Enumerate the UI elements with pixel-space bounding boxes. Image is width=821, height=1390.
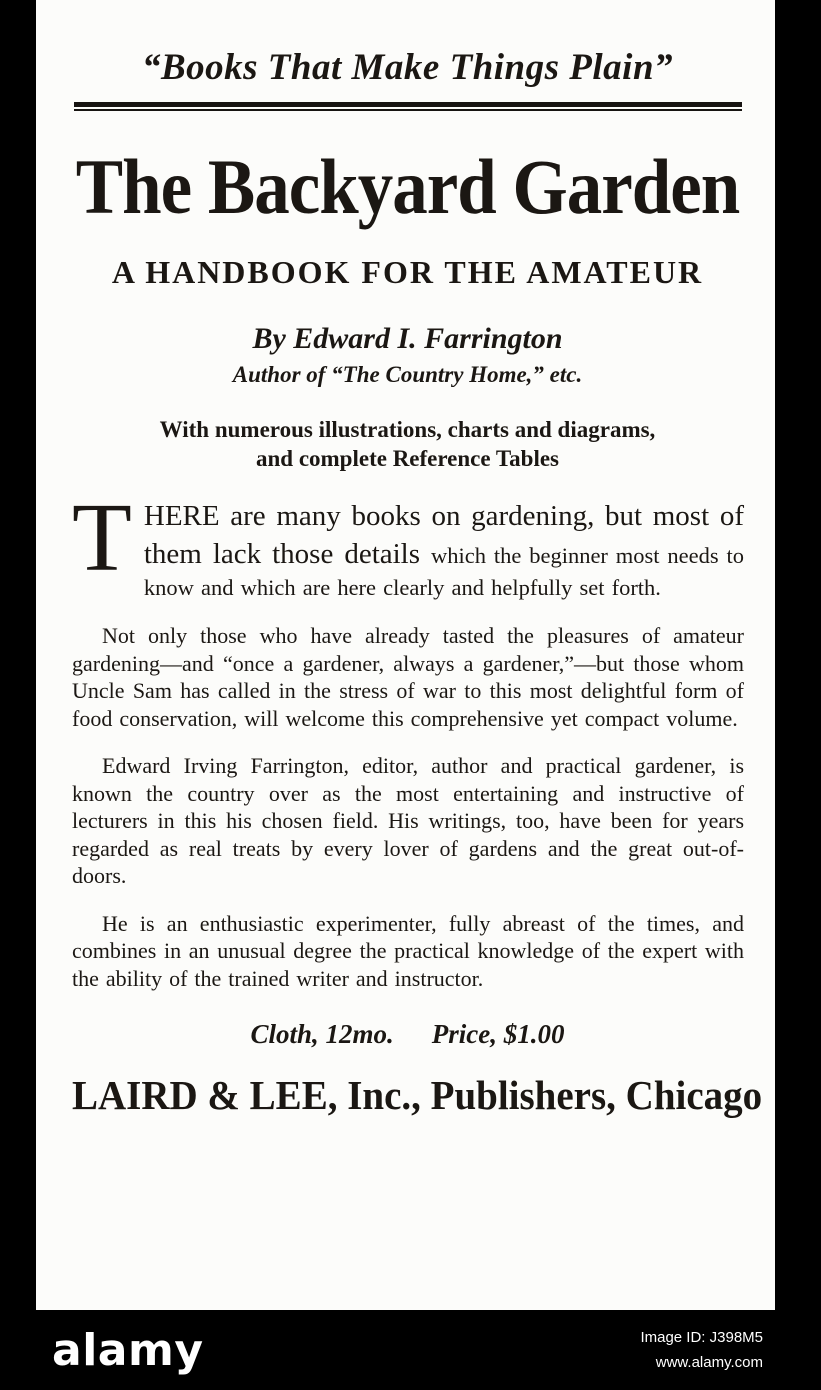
body-paragraph: Edward Irving Farrington, editor, author and practical gardener, is known the country over as the most entertaining and instructive of lecturers in this his chosen field. His writings, too, have been for years regarded as real treats by every lover of gardens and the great out-of-doors. [72, 753, 744, 888]
image-id-label: Image ID: J398M5 [640, 1328, 763, 1346]
publisher-imprint: LAIRD & LEE, Inc., Publishers, Chicago [72, 1073, 763, 1119]
scan-edge-left [0, 0, 36, 1390]
book-subtitle: A HANDBOOK FOR THE AMATEUR [111, 254, 704, 290]
price-line [72, 1018, 743, 1051]
body-paragraph: He is an enthusiastic experimenter, fully abreast of the times, and combines in an unusual degree the practical knowledge of the expert with the ability of the trained writer and instructor. [72, 910, 744, 991]
watermark-url: www.alamy.com [655, 1354, 763, 1371]
binding-format: Cloth, 12mo. [250, 1019, 394, 1049]
price-amount: Price, $1.00 [431, 1019, 565, 1049]
author-credit-note: Author of “The Country Home,” etc. [232, 362, 583, 387]
tagline-line-1: With numerous illustrations, charts and diagrams, [159, 417, 656, 442]
author-byline: By Edward I. Farrington [252, 322, 563, 355]
double-rule-divider [74, 102, 742, 111]
drop-cap-initial: T [72, 484, 132, 592]
opening-rest-text: which the beginner most needs to know and which are here clearly and helpfully set forth. [143, 543, 744, 600]
advertisement-content [36, 0, 775, 1310]
book-title: The Backyard Garden [75, 145, 740, 231]
opening-paragraph [72, 484, 744, 602]
body-paragraph: Not only those who have already tasted the pleasures of amateur gardening—and “once a gardener, always a gardener,”—but those whom Uncle Sam has called in the stress of war to this most delightful form of food conservation, will welcome this comprehensive yet compact volume. [72, 623, 744, 731]
alamy-logo: alamy [52, 1324, 204, 1376]
scan-edge-right [775, 0, 821, 1390]
illustrations-tagline [72, 415, 743, 473]
opening-lead-text: HERE are many books on gardening, but most of them lack those details [143, 500, 744, 570]
series-slogan: “Books That Make Things Plain” [141, 47, 674, 88]
watermark-bar [0, 1310, 821, 1390]
watermark-meta [640, 1325, 763, 1376]
tagline-line-2: and complete Reference Tables [255, 446, 559, 471]
